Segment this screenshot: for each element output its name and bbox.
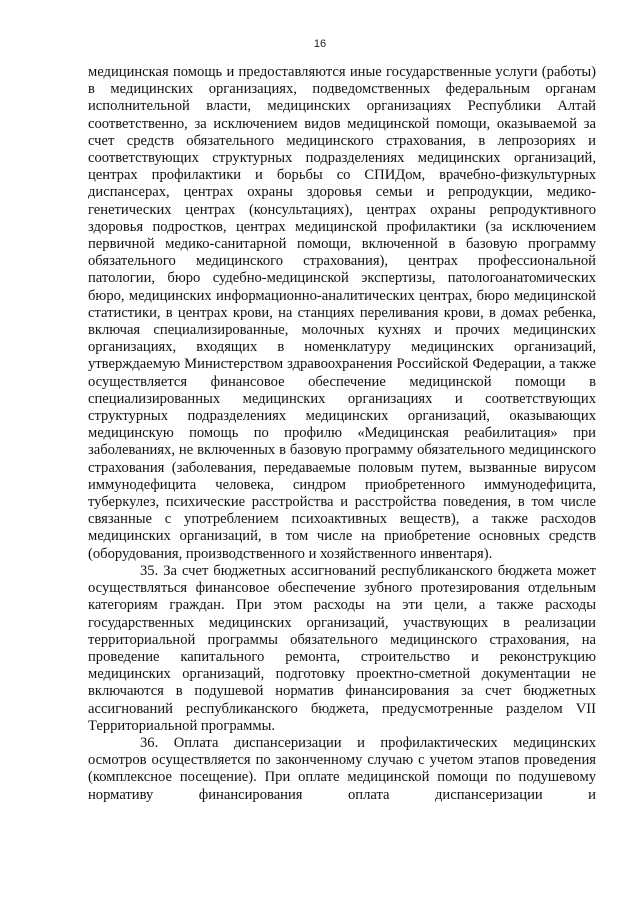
paragraph-35: 35. За счет бюджетных ассигнований республиканского бюджета может осуществляться финансовое обеспечение зубного протезирования отдельным категориям граждан. При этом расходы на эти цели, а также расходы государственных медицинских организаций, участвующих в реализации территориальной программы обязательного медицинского страхования, на проведение капитального ремонта, строительство и реконструкцию медицинских организаций, подготовку проектно-сметной документации не включаются в подушевой норматив финансирования за счет бюджетных ассигнований республиканского бюджета, предусмотренные разделом VII Территориальной программы. [88, 562, 596, 734]
body-text [88, 64, 596, 804]
paragraph-36: 36. Оплата диспансеризации и профилактических медицинских осмотров осуществляется по законченному случаю с учетом этапов проведения (комплексное посещение). При оплате медицинской помощи по подушевому нормативу финансирования оплата диспансеризации и [88, 734, 596, 803]
page-number: 16 [313, 38, 327, 50]
paragraph-continuation: медицинская помощь и предоставляются иные государственные услуги (работы) в медицинских организациях, подведомственных федеральным органам исполнительной власти, медицинских организациях Республики Алтай соответственно, за исключением видов медицинской помощи, оказываемой за счет средств обязательного медицинского страхования, в лепрозориях и соответствующих структурных подразделениях медицинских организаций, центрах профилактики и борьбы со СПИДом, врачебно-физкультурных диспансерах, центрах охраны здоровья семьи и репродукции, медико-генетических центрах (консультациях), центрах охраны репродуктивного здоровья подростков, центрах медицинской профилактики (за исключением первичной медико-санитарной помощи, включенной в базовую программу обязательного медицинского страхования), центрах профессиональной патологии, бюро судебно-медицинской экспертизы, патологоанатомических бюро, медицинских информационно-аналитических центрах, бюро медицинской статистики, в центрах крови, на станциях переливания крови, в домах ребенка, включая специализированные, молочных кухнях и прочих медицинских организациях, входящих в номенклатуру медицинских организаций, утверждаемую Министерством здравоохранения Российской Федерации, а также осуществляется финансовое обеспечение медицинской помощи в специализированных медицинских организациях и соответствующих структурных подразделениях медицинских организаций, оказывающих медицинскую помощь по профилю «Медицинская реабилитация» при заболеваниях, не включенных в базовую программу обязательного медицинского страхования (заболевания, передаваемые половым путем, вызванные вирусом иммунодефицита человека, синдром приобретенного иммунодефицита, туберкулез, психические расстройства и расстройства поведения, в том числе связанные с употреблением психоактивных веществ), а также расходов медицинских организаций, в том числе на приобретение основных средств (оборудования, производственного и хозяйственного инвентаря). [88, 64, 596, 562]
